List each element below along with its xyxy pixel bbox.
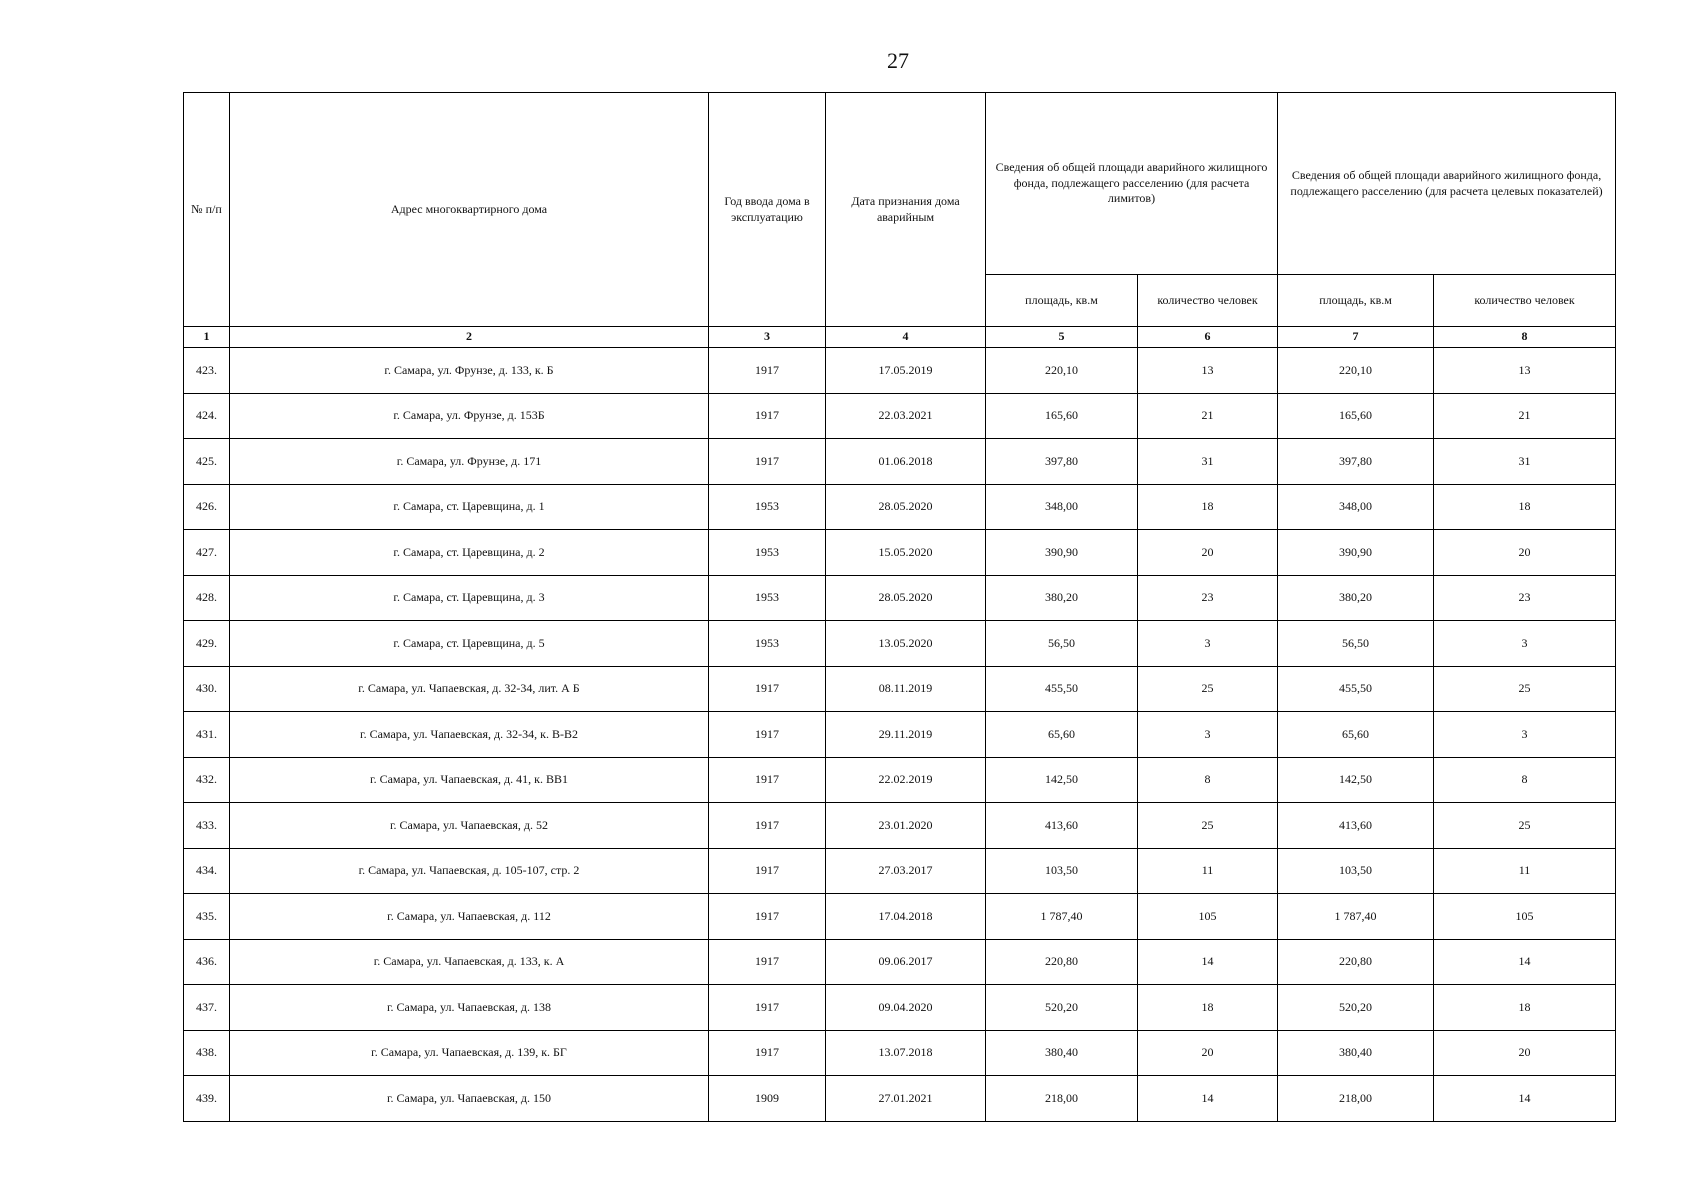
table-row [184,439,1616,485]
row-area-targets: 397,80 [1278,439,1434,485]
row-people-targets: 11 [1434,848,1616,894]
table-row [184,530,1616,576]
row-date: 27.01.2021 [826,1076,986,1122]
row-area-targets: 1 787,40 [1278,894,1434,940]
row-year: 1917 [709,393,826,439]
row-people-targets: 25 [1434,666,1616,712]
header-index-5: 5 [986,327,1138,348]
row-people-limits: 25 [1138,803,1278,849]
row-people-targets: 23 [1434,575,1616,621]
row-area-targets: 103,50 [1278,848,1434,894]
row-address: г. Самара, ул. Чапаевская, д. 112 [230,894,709,940]
row-date: 23.01.2020 [826,803,986,849]
header-col-address: Адрес многоквартирного дома [230,93,709,327]
row-area-targets: 390,90 [1278,530,1434,576]
row-date: 13.05.2020 [826,621,986,667]
row-area-limits: 142,50 [986,757,1138,803]
row-number: 439. [184,1076,230,1122]
row-number: 425. [184,439,230,485]
row-area-limits: 220,80 [986,939,1138,985]
row-year: 1953 [709,621,826,667]
row-area-limits: 348,00 [986,484,1138,530]
row-area-targets: 65,60 [1278,712,1434,758]
row-people-targets: 18 [1434,484,1616,530]
table-row [184,848,1616,894]
row-people-limits: 18 [1138,484,1278,530]
row-people-limits: 13 [1138,348,1278,394]
row-people-limits: 3 [1138,712,1278,758]
row-date: 28.05.2020 [826,575,986,621]
row-people-limits: 20 [1138,530,1278,576]
table-row [184,1030,1616,1076]
row-number: 437. [184,985,230,1031]
row-year: 1917 [709,1030,826,1076]
row-people-limits: 31 [1138,439,1278,485]
row-people-limits: 21 [1138,393,1278,439]
table-header [184,93,1616,348]
row-address: г. Самара, ул. Фрунзе, д. 133, к. Б [230,348,709,394]
row-year: 1917 [709,666,826,712]
row-area-limits: 165,60 [986,393,1138,439]
row-address: г. Самара, ул. Фрунзе, д. 171 [230,439,709,485]
row-year: 1917 [709,985,826,1031]
row-area-limits: 218,00 [986,1076,1138,1122]
table-row [184,803,1616,849]
row-people-targets: 20 [1434,1030,1616,1076]
row-area-limits: 397,80 [986,439,1138,485]
row-people-targets: 21 [1434,393,1616,439]
header-col-date: Дата признания дома аварийным [826,93,986,327]
row-year: 1917 [709,803,826,849]
header-index-7: 7 [1278,327,1434,348]
row-area-limits: 520,20 [986,985,1138,1031]
row-area-limits: 380,20 [986,575,1138,621]
row-number: 430. [184,666,230,712]
table-row [184,1076,1616,1122]
table-row [184,894,1616,940]
row-number: 431. [184,712,230,758]
row-people-targets: 31 [1434,439,1616,485]
row-date: 22.03.2021 [826,393,986,439]
header-sub-area-limits: площадь, кв.м [986,275,1138,327]
row-date: 13.07.2018 [826,1030,986,1076]
header-index-4: 4 [826,327,986,348]
row-year: 1917 [709,712,826,758]
row-people-limits: 105 [1138,894,1278,940]
header-index-6: 6 [1138,327,1278,348]
row-year: 1917 [709,757,826,803]
table-row [184,939,1616,985]
row-people-targets: 3 [1434,712,1616,758]
row-area-limits: 390,90 [986,530,1138,576]
row-year: 1917 [709,848,826,894]
row-address: г. Самара, ул. Чапаевская, д. 105-107, стр. 2 [230,848,709,894]
row-area-targets: 348,00 [1278,484,1434,530]
row-number: 426. [184,484,230,530]
row-address: г. Самара, ул. Чапаевская, д. 133, к. А [230,939,709,985]
row-area-targets: 413,60 [1278,803,1434,849]
header-index-1: 1 [184,327,230,348]
row-year: 1953 [709,575,826,621]
table-row [184,985,1616,1031]
header-group-limits: Сведения об общей площади аварийного жилищного фонда, подлежащего расселению (для расчета лимитов) [986,93,1278,275]
row-number: 427. [184,530,230,576]
row-people-targets: 13 [1434,348,1616,394]
header-sub-people-limits: количество человек [1138,275,1278,327]
header-sub-area-targets: площадь, кв.м [1278,275,1434,327]
row-number: 436. [184,939,230,985]
row-address: г. Самара, ул. Чапаевская, д. 150 [230,1076,709,1122]
row-address: г. Самара, ст. Царевщина, д. 5 [230,621,709,667]
table-row [184,621,1616,667]
row-number: 432. [184,757,230,803]
row-area-targets: 220,80 [1278,939,1434,985]
row-people-targets: 25 [1434,803,1616,849]
row-area-limits: 1 787,40 [986,894,1138,940]
row-number: 423. [184,348,230,394]
table-row [184,757,1616,803]
row-area-limits: 380,40 [986,1030,1138,1076]
row-date: 01.06.2018 [826,439,986,485]
row-number: 438. [184,1030,230,1076]
row-area-limits: 65,60 [986,712,1138,758]
row-year: 1909 [709,1076,826,1122]
row-area-targets: 56,50 [1278,621,1434,667]
row-people-limits: 20 [1138,1030,1278,1076]
row-people-targets: 3 [1434,621,1616,667]
row-number: 428. [184,575,230,621]
header-col-number: № п/п [184,93,230,327]
header-sub-people-targets: количество человек [1434,275,1616,327]
row-area-limits: 413,60 [986,803,1138,849]
row-number: 434. [184,848,230,894]
row-people-limits: 3 [1138,621,1278,667]
row-area-limits: 56,50 [986,621,1138,667]
row-address: г. Самара, ст. Царевщина, д. 1 [230,484,709,530]
row-area-targets: 218,00 [1278,1076,1434,1122]
row-address: г. Самара, ул. Чапаевская, д. 41, к. ВВ1 [230,757,709,803]
row-people-limits: 18 [1138,985,1278,1031]
row-year: 1917 [709,439,826,485]
header-group-targets: Сведения об общей площади аварийного жилищного фонда, подлежащего расселению (для расчета целевых показателей) [1278,93,1616,275]
table-row [184,393,1616,439]
row-date: 28.05.2020 [826,484,986,530]
row-year: 1917 [709,348,826,394]
row-number: 433. [184,803,230,849]
page-number: 27 [887,48,909,73]
row-address: г. Самара, ул. Чапаевская, д. 52 [230,803,709,849]
row-people-limits: 25 [1138,666,1278,712]
row-address: г. Самара, ул. Чапаевская, д. 32-34, лит. А Б [230,666,709,712]
row-people-limits: 14 [1138,939,1278,985]
row-date: 17.05.2019 [826,348,986,394]
row-date: 29.11.2019 [826,712,986,758]
row-area-targets: 380,20 [1278,575,1434,621]
emergency-housing-table [183,92,1616,1122]
header-index-3: 3 [709,327,826,348]
row-number: 435. [184,894,230,940]
row-year: 1917 [709,894,826,940]
row-area-targets: 142,50 [1278,757,1434,803]
row-year: 1953 [709,484,826,530]
row-area-targets: 520,20 [1278,985,1434,1031]
row-people-limits: 14 [1138,1076,1278,1122]
row-people-limits: 23 [1138,575,1278,621]
row-date: 09.04.2020 [826,985,986,1031]
row-people-targets: 14 [1434,1076,1616,1122]
header-index-8: 8 [1434,327,1616,348]
row-date: 08.11.2019 [826,666,986,712]
row-date: 22.02.2019 [826,757,986,803]
table-body [184,348,1616,1122]
row-date: 15.05.2020 [826,530,986,576]
row-people-targets: 105 [1434,894,1616,940]
row-year: 1953 [709,530,826,576]
row-area-targets: 220,10 [1278,348,1434,394]
row-people-targets: 18 [1434,985,1616,1031]
row-year: 1917 [709,939,826,985]
table-row [184,348,1616,394]
row-people-targets: 8 [1434,757,1616,803]
row-area-limits: 103,50 [986,848,1138,894]
row-area-targets: 455,50 [1278,666,1434,712]
row-address: г. Самара, ул. Чапаевская, д. 32-34, к. В-В2 [230,712,709,758]
row-people-targets: 14 [1434,939,1616,985]
row-people-targets: 20 [1434,530,1616,576]
row-people-limits: 11 [1138,848,1278,894]
row-address: г. Самара, ст. Царевщина, д. 2 [230,530,709,576]
row-address: г. Самара, ст. Царевщина, д. 3 [230,575,709,621]
table-row [184,712,1616,758]
header-index-2: 2 [230,327,709,348]
row-area-targets: 165,60 [1278,393,1434,439]
table-row [184,666,1616,712]
table-row [184,575,1616,621]
table-row [184,484,1616,530]
row-area-limits: 455,50 [986,666,1138,712]
row-date: 17.04.2018 [826,894,986,940]
row-address: г. Самара, ул. Чапаевская, д. 138 [230,985,709,1031]
row-date: 27.03.2017 [826,848,986,894]
row-address: г. Самара, ул. Чапаевская, д. 139, к. БГ [230,1030,709,1076]
header-col-year: Год ввода дома в эксплуатацию [709,93,826,327]
row-date: 09.06.2017 [826,939,986,985]
row-number: 429. [184,621,230,667]
row-number: 424. [184,393,230,439]
row-area-limits: 220,10 [986,348,1138,394]
row-people-limits: 8 [1138,757,1278,803]
row-area-targets: 380,40 [1278,1030,1434,1076]
row-address: г. Самара, ул. Фрунзе, д. 153Б [230,393,709,439]
